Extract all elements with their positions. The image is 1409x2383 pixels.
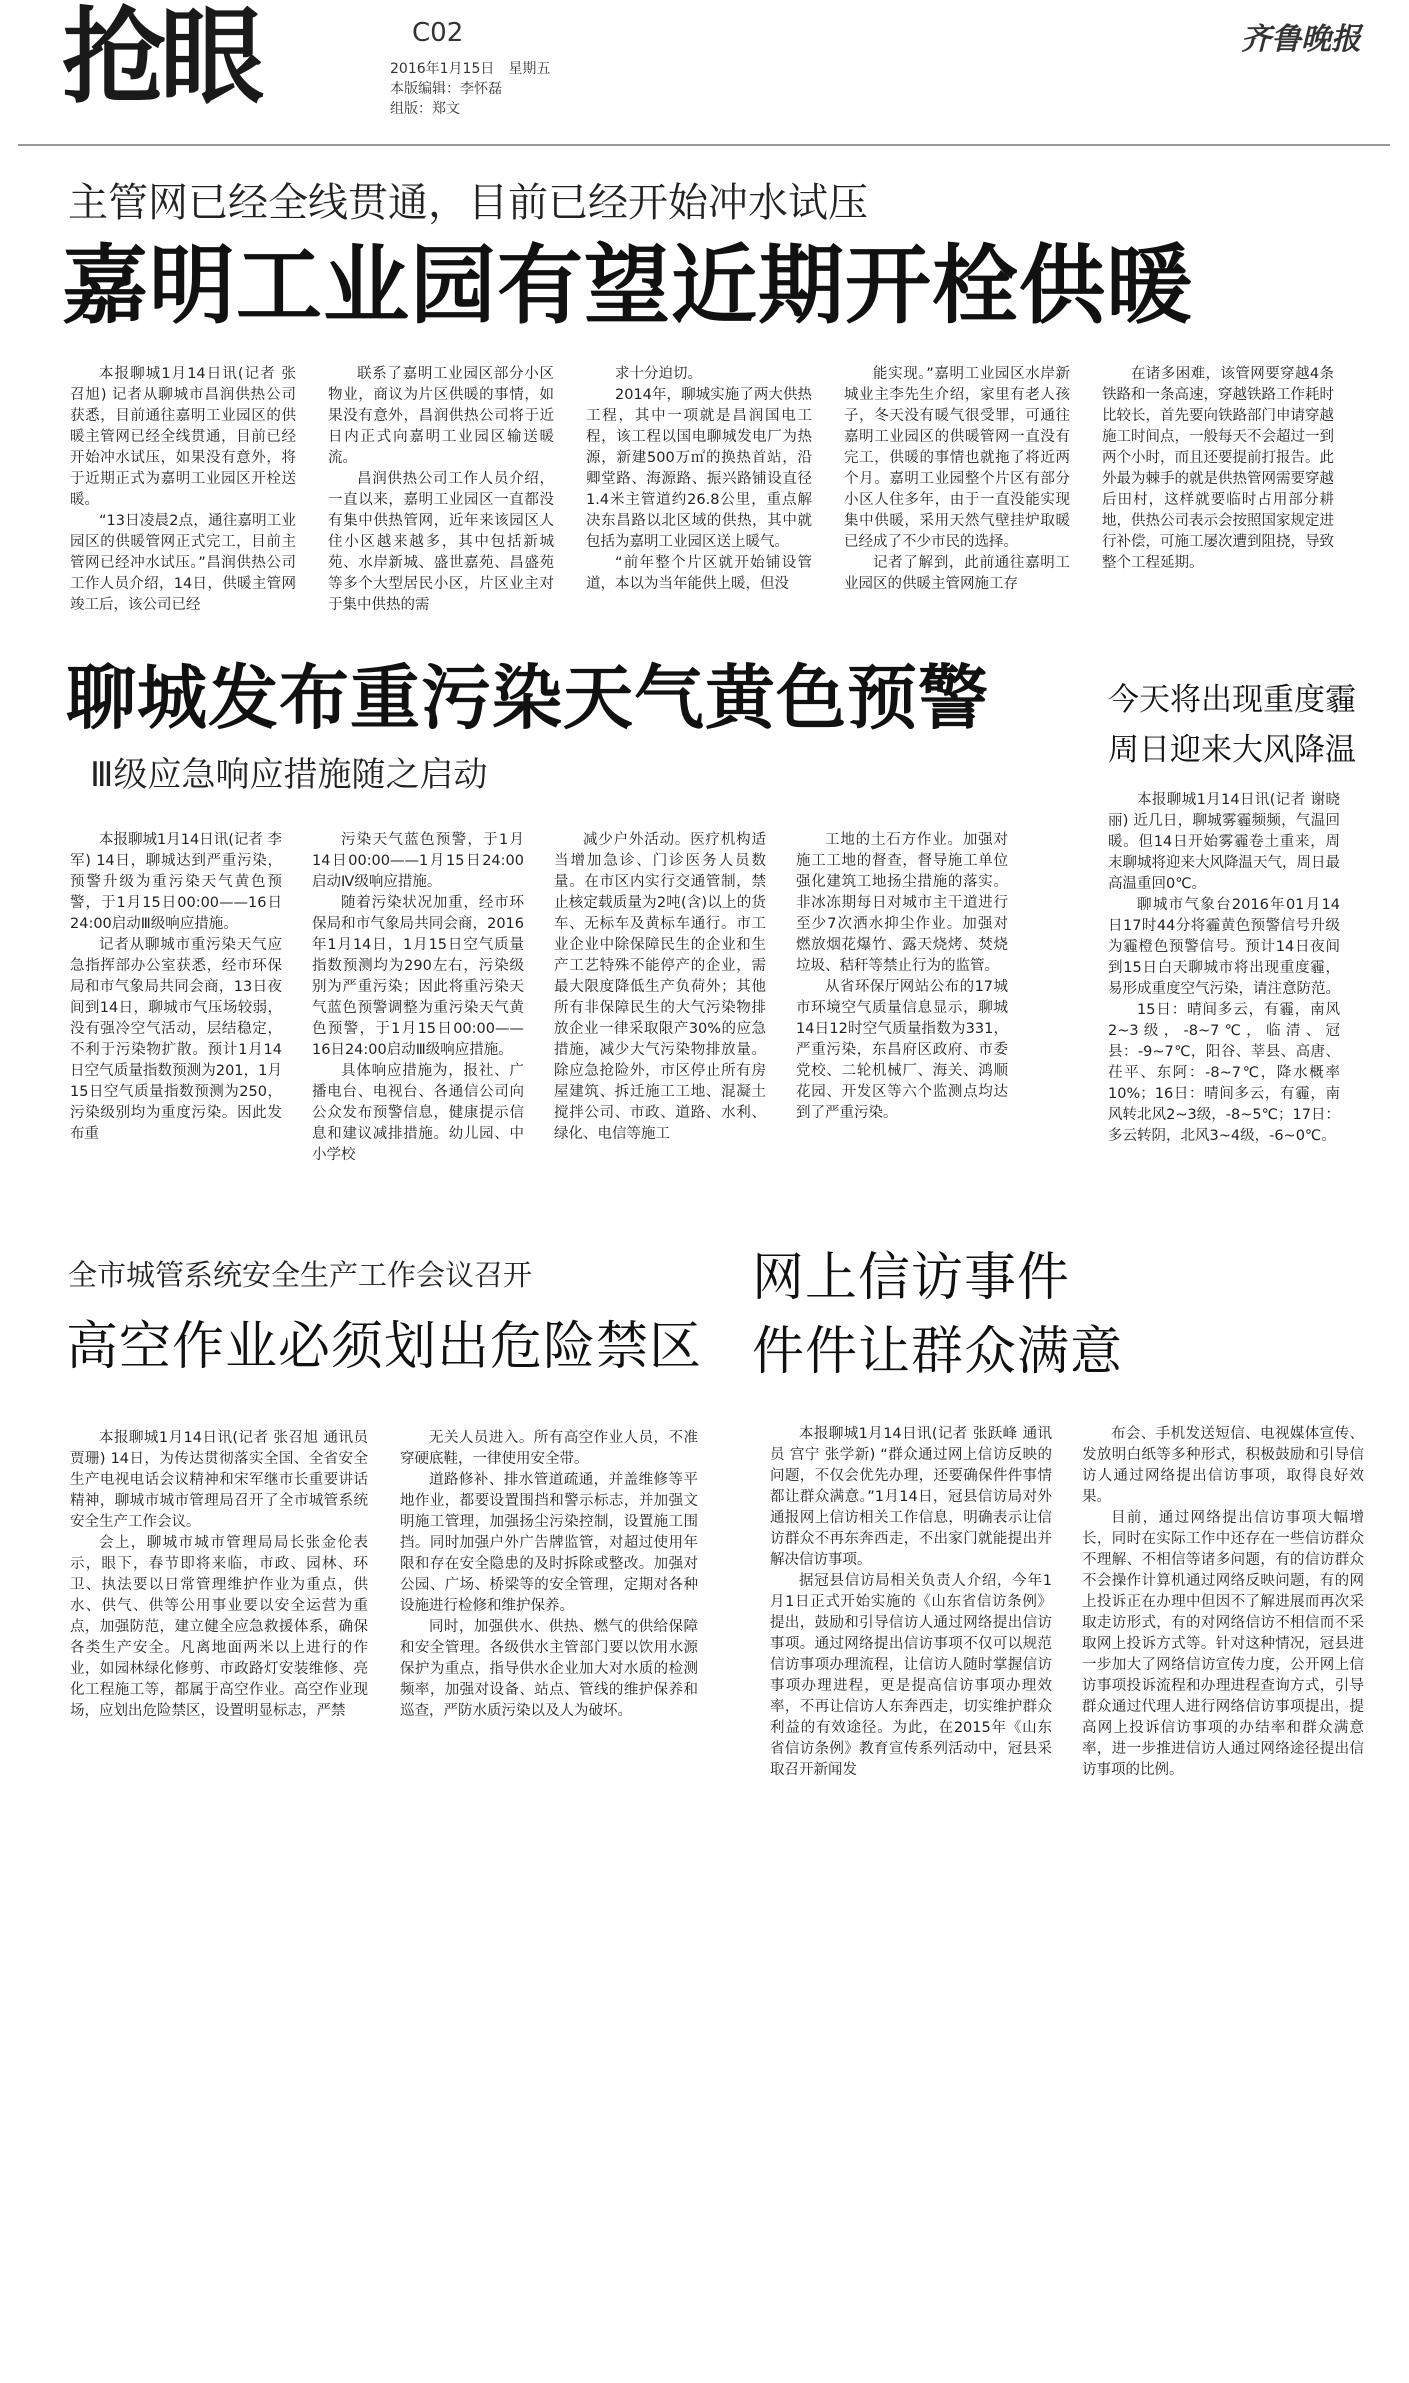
article3-subtitle: 全市城管系统安全生产工作会议召开	[68, 1258, 533, 1292]
weather-paragraph: 15日：晴间多云，有霾，南风2~3级，-8~7℃，临清、冠县：-9~7℃，阳谷、莘县、高唐、茌平、东阿：-8~7℃，降水概率10%；16日：晴间多云，有霾，南风转北风2~3级，-8~5℃；17日：多云转阴，北风3~4级，-6~0℃。	[1108, 1002, 1340, 1144]
article2-subtitle: Ⅲ级应急响应措施随之启动	[90, 755, 488, 795]
article2-column-3	[554, 830, 766, 1250]
article4-headline-line-2: 件件让群众满意	[752, 1322, 1124, 1382]
article1-subtitle: 主管网已经全线贯通，目前已经开始冲水试压	[68, 180, 868, 226]
paragraph: 从省环保厅网站公布的17城市环境空气质量信息显示，聊城14日12时空气质量指数为331，严重污染，东昌府区政府、市委党校、二轮机械厂、海关、鸿顺花园、开发区等六个监测点均达到了严重污染。	[796, 979, 1008, 1121]
paragraph: 具体响应措施为，报社、广播电台、电视台、各通信公司向公众发布预警信息，健康提示信息和建议减排措施。幼儿园、中小学校	[312, 1063, 524, 1163]
paragraph: 工地的土石方作业。加强对施工工地的督查，督导施工单位强化建筑工地扬尘措施的落实。非冰冻期每日对城市主干道进行至少7次洒水抑尘作业。加强对燃放烟花爆竹、露天烧烤、焚烧垃圾、秸秆等禁止行为的监管。	[796, 832, 1008, 974]
paragraph: 同时，加强供水、供热、燃气的供给保障和安全管理。各级供水主管部门要以饮用水源保护为重点，指导供水企业加大对水质的检测频率，加强对设备、站点、管线的维护保养和巡查，严防水质污染以及人为破坏。	[400, 1619, 698, 1719]
newspaper-name: 齐鲁晚报	[1241, 22, 1361, 57]
paragraph: 记者从聊城市重污染天气应急指挥部办公室获悉，经市环保局和市气象局共同会商，13日夜间到14日，聊城市气压场较弱，没有强冷空气活动，层结稳定，不利于污染物扩散。预计1月14日空气质量指数预测为201，1月15日空气质量指数预测为250，污染级别均为重度污染。因此发布重	[70, 937, 282, 1142]
paragraph: “前年整个片区就开始铺设管道，本以为当年能供上暖，但没	[586, 555, 812, 592]
article2-headline: 聊城发布重污染天气黄色预警	[66, 657, 989, 739]
paragraph: 减少户外活动。医疗机构适当增加急诊、门诊医务人员数量。在市区内实行交通管制，禁止核定载质量为2吨(含)以上的货车、无标车及黄标车通行。市工业企业中除保障民生的企业和生产工艺特殊不能停产的企业，需最大限度降低生产负荷外；其他所有非保障民生的大气污染物排放企业一律采取限产30%的应急措施，减少大气污染物排放量。除应急抢险外，市区停止所有房屋建筑、拆迁施工工地、混凝土搅拌公司、市政、道路、水利、绿化、电信等施工	[554, 832, 766, 1142]
section-title: 抢眼	[62, 0, 259, 118]
header-divider	[18, 144, 1390, 146]
paragraph: 随着污染状况加重，经市环保局和市气象局共同会商，2016年1月14日，1月15日空气质量指数预测均为290左右，污染级别为严重污染；因此将重污染天气蓝色预警调整为重污染天气黄色预警，于1月15日00:00——16日24:00启动Ⅲ级响应措施。	[312, 895, 524, 1058]
paragraph: 昌润供热公司工作人员介绍，一直以来，嘉明工业园区一直都没有集中供热管网，近年来该园区人住小区越来越多，其中包括新城苑、水岸新城、盛世嘉苑、昌盛苑等多个大型居民小区，片区业主对于集中供热的需	[328, 471, 554, 613]
article2-column-4	[796, 830, 1008, 1250]
article4-column-1	[770, 1424, 1052, 1864]
page-code: C02	[412, 18, 464, 48]
paragraph: 联系了嘉明工业园区部分小区物业，商议为片区供暖的事情，如果没有意外，昌润供热公司将于近日内正式向嘉明工业园区输送暖流。	[328, 366, 554, 466]
editor-line: 本版编辑：李怀磊	[390, 81, 502, 97]
weather-body	[1108, 790, 1340, 1270]
paragraph: 会上，聊城市城市管理局局长张金伦表示，眼下，春节即将来临，市政、园林、环卫、执法要以日常管理维护作业为重点，供水、供气、供等公用事业要以安全运营为重点，加强防范，建立健全应急救援体系，确保各类生产安全。凡离地面两米以上进行的作业，如园林绿化修剪、市政路灯安装维修、亮化工程施工等，都属于高空作业。高空作业现场，应划出危险禁区，设置明显标志，严禁	[70, 1535, 368, 1719]
article2-column-1	[70, 830, 282, 1250]
article1-column-5	[1102, 364, 1334, 616]
article3-column-2	[400, 1428, 698, 1848]
paragraph: 本报聊城1月14日讯(记者 张跃峰 通讯员 宫宁 张学新) “群众通过网上信访反映的问题，不仅会优先办理，还要确保件件事情都让群众满意。”1月14日，冠县信访局对外通报网上信访相关工作信息，明确表示让信访群众不再东奔西走，不出家门就能提出并解决信访事项。	[770, 1426, 1052, 1568]
article1-column-3	[586, 364, 812, 616]
paragraph: 本报聊城1月14日讯(记者 张召旭 通讯员 贾珊) 14日，为传达贯彻落实全国、全省安全生产电视电话会议精神和宋军继市长重要讲话精神，聊城市城市管理局召开了全市城管系统安全生产工作会议。	[70, 1430, 368, 1530]
date-line: 2016年1月15日 星期五	[390, 61, 551, 77]
article1-column-4	[844, 364, 1070, 616]
paragraph: 无关人员进入。所有高空作业人员，不准穿硬底鞋，一律使用安全带。	[400, 1430, 698, 1467]
article4-headline-line-1: 网上信访事件	[752, 1248, 1071, 1308]
article1-headline: 嘉明工业园有望近期开栓供暖	[62, 236, 1193, 336]
layout-line: 组版：郑文	[390, 101, 460, 117]
weather-paragraph: 聊城市气象台2016年01月14日17时44分将霾黄色预警信号升级为霾橙色预警信号。预计14日夜间到15日白天聊城市将出现重度霾，易形成重度空气污染，请注意防范。	[1108, 897, 1340, 997]
weather-headline-line-1: 今天将出现重度霾	[1108, 682, 1356, 718]
paragraph: 据冠县信访局相关负责人介绍，今年1月1日正式开始实施的《山东省信访条例》提出，鼓励和引导信访人通过网络提出信访事项。通过网络提出信访事项不仅可以规范信访事项办理流程，让信访人随时掌握信访事项办理进程，更是提高信访事项办理效率，不再让信访人东奔西走，切实维护群众利益的有效途径。为此，在2015年《山东省信访条例》教育宣传系列活动中，冠县采取召开新闻发	[770, 1573, 1052, 1778]
paragraph: 目前，通过网络提出信访事项大幅增长，同时在实际工作中还存在一些信访群众不理解、不相信等诸多问题，有的信访群众不会操作计算机通过网络反映问题，有的网上投诉正在办理中但因不了解进展而再次采取走访形式，有的对网络信访不相信而不采取网上投诉方式等。针对这种情况，冠县进一步加大了网络信访宣传力度，公开网上信访事项投诉流程和办理进程查询方式，引导群众通过代理人进行网络信访事项提出，提高网上投诉信访事项的办结率和群众满意率，进一步推进信访人通过网络途径提出信访事项的比例。	[1082, 1510, 1364, 1778]
paragraph: 能实现。”嘉明工业园区水岸新城业主李先生介绍，家里有老人孩子，冬天没有暖气很受罪，可通往嘉明工业园区的供暖管网一直没有完工，供暖的事情也就拖了将近两个月。嘉明工业园整个片区有部分小区人住多年，由于一直没能实现集中供暖，采用天然气壁挂炉取暖已经成了不少市民的选择。	[844, 366, 1070, 550]
article3-headline: 高空作业必须划出危险禁区	[66, 1317, 703, 1377]
weather-headline-line-2: 周日迎来大风降温	[1108, 732, 1356, 768]
weather-paragraph: 本报聊城1月14日讯(记者 谢晓丽) 近几日，聊城雾霾频频，气温回暖。但14日开始雾霾卷土重来，周末聊城将迎来大风降温天气，周日最高温重回0℃。	[1108, 792, 1340, 892]
paragraph: 本报聊城1月14日讯(记者 张召旭) 记者从聊城市昌润供热公司获悉，目前通往嘉明工业园区的供暖主管网已经全线贯通，目前已经开始冲水试压，如果没有意外，将于近期正式为嘉明工业园区开栓送暖。	[70, 366, 296, 508]
article1-column-2	[328, 364, 554, 616]
article3-column-1	[70, 1428, 368, 1848]
article2-column-2	[312, 830, 524, 1250]
paragraph: 记者了解到，此前通往嘉明工业园区的供暖主管网施工存	[844, 555, 1070, 592]
paragraph: “13日凌晨2点，通往嘉明工业园区的供暖管网正式完工，目前主管网已经冲水试压。”昌润供热公司工作人员介绍，14日，供暖主管网竣工后，该公司已经	[70, 513, 296, 613]
article1-column-1	[70, 364, 296, 616]
paragraph: 在诸多困难，该管网要穿越4条铁路和一条高速，穿越铁路工作耗时比较长，首先要向铁路部门申请穿越施工时间点，一般每天不会超过一到两个小时，而且还要提前打报告。此外最为棘手的就是供热管网需要穿越后田村，这样就要临时占用部分耕地，供热公司表示会按照国家规定进行补偿，可施工屡次遭到阻挠，导致整个工程延期。	[1102, 366, 1334, 571]
paragraph: 布会、手机发送短信、电视媒体宣传、发放明白纸等多种形式，积极鼓励和引导信访人通过网络提出信访事项，取得良好效果。	[1082, 1426, 1364, 1505]
paragraph: 污染天气蓝色预警，于1月14日00:00——1月15日24:00启动Ⅳ级响应措施。	[312, 832, 524, 890]
paragraph: 本报聊城1月14日讯(记者 李军) 14日，聊城达到严重污染，预警升级为重污染天气黄色预警，于1月15日00:00——16日24:00启动Ⅲ级响应措施。	[70, 832, 282, 932]
paragraph: 道路修补、排水管道疏通，并盖维修等平地作业，都要设置围挡和警示标志，并加强文明施工管理，加强扬尘污染控制，设置施工围挡。同时加强户外广告牌监管，对超过使用年限和存在安全隐患的及时拆除或整改。加强对公园、广场、桥梁等的安全管理，定期对各种设施进行检修和维护保养。	[400, 1472, 698, 1614]
paragraph: 2014年，聊城实施了两大供热工程，其中一项就是昌润国电工程，该工程以国电聊城发电厂为热源，新建500万㎡的换热首站，沿卿堂路、海源路、振兴路铺设直径1.4米主管道约26.8公里，重点解决东昌路以北区域的供热，其中就包括为嘉明工业园区送上暖气。	[586, 387, 812, 550]
paragraph: 求十分迫切。	[615, 366, 702, 382]
article4-column-2	[1082, 1424, 1364, 1864]
